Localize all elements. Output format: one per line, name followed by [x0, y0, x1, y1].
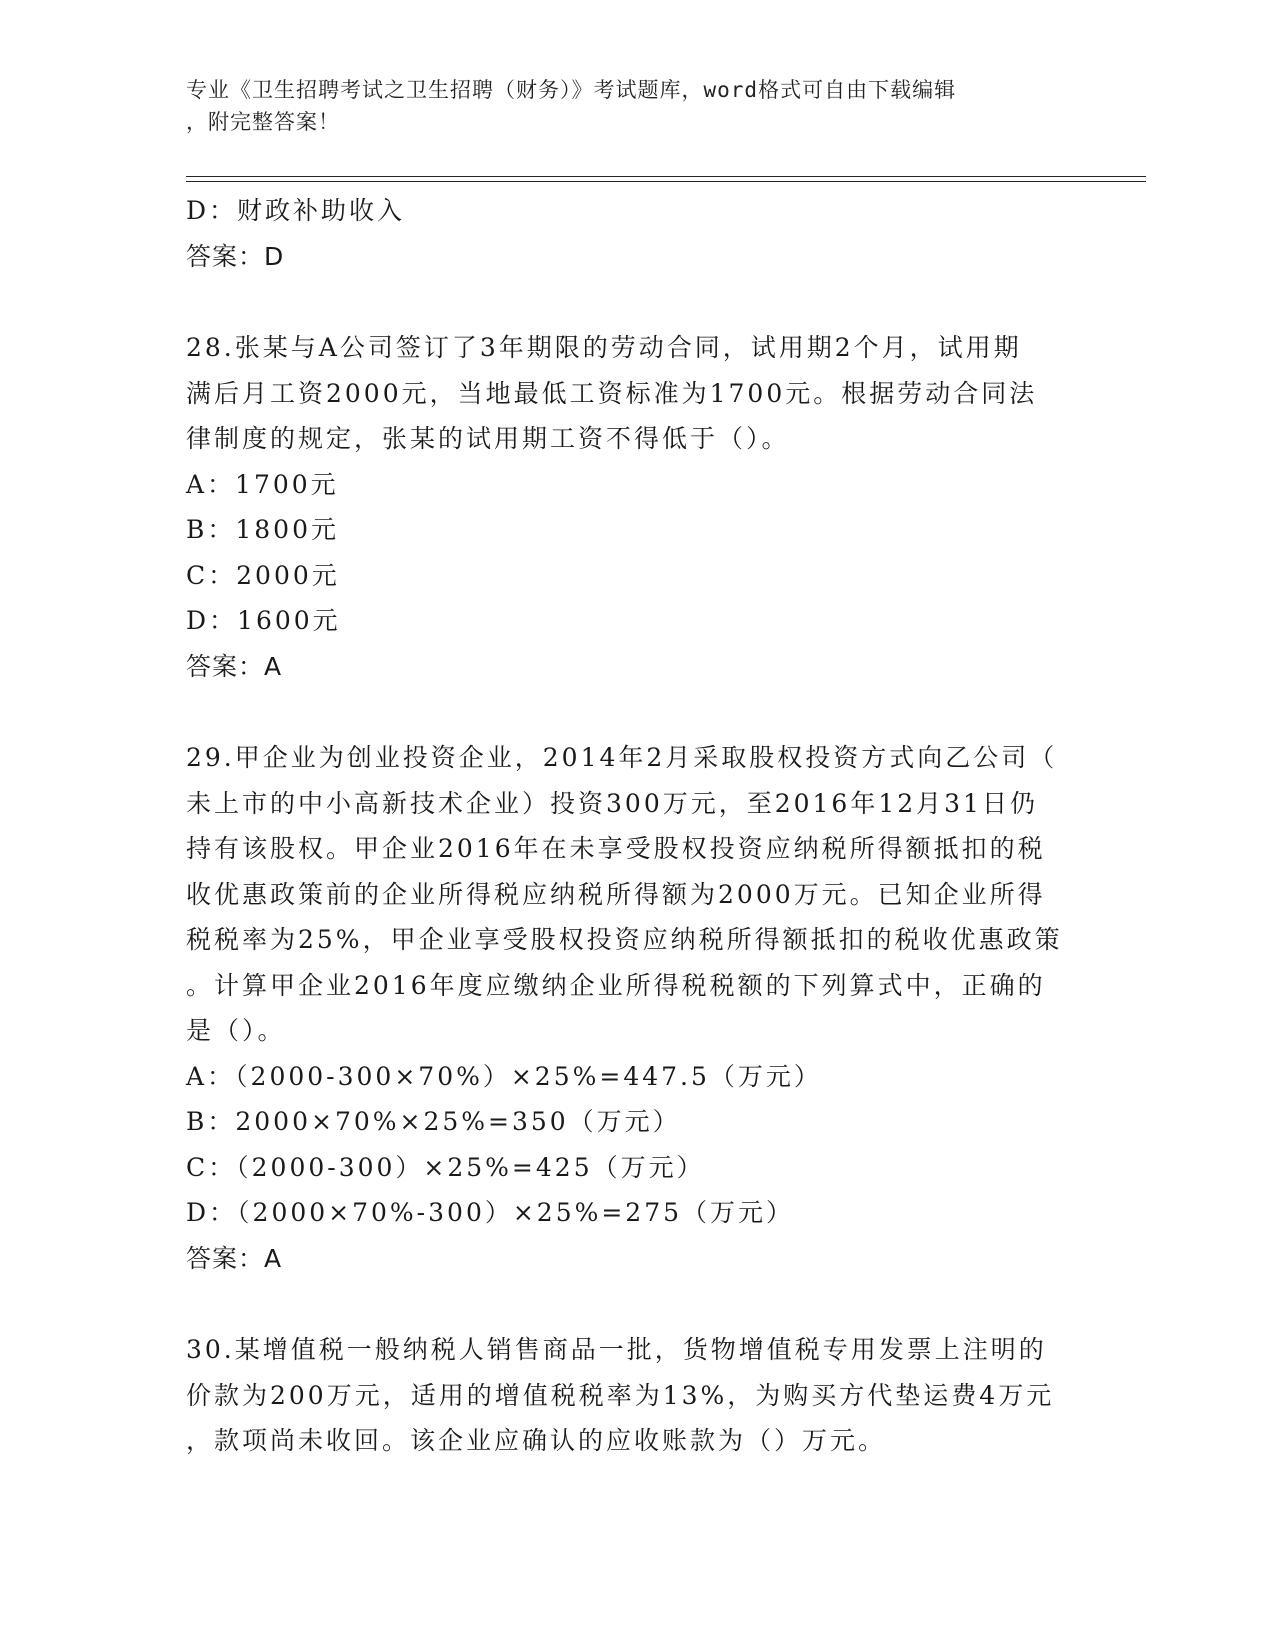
question-stem-line: 律制度的规定，张某的试用期工资不得低于（）。	[186, 424, 790, 453]
option-b: B：2000×70%×25%=350（万元）	[186, 1107, 681, 1136]
option-d: D：1600元	[186, 606, 341, 635]
answer-line: 答案：D	[186, 241, 285, 271]
question-28	[186, 325, 1086, 689]
option-d: D：（2000×70%-300）×25%=275（万元）	[186, 1198, 795, 1227]
question-stem-line: 30.某增值税一般纳税人销售商品一批，货物增值税专用发票上注明的	[186, 1335, 1047, 1364]
question-stem-line: 收优惠政策前的企业所得税应纳税所得额为2000万元。已知企业所得	[186, 879, 1046, 909]
option-c: C：2000元	[186, 560, 340, 590]
answer-line: 答案：A	[186, 651, 283, 681]
question-stem-line: 29.甲企业为创业投资企业，2014年2月采取股权投资方式向乙公司（	[186, 743, 1058, 772]
option-b: B：1800元	[186, 515, 339, 544]
spacer	[186, 1281, 1086, 1327]
option-a: A：1700元	[186, 469, 339, 499]
question-stem-line: 未上市的中小高新技术企业）投资300万元，至2016年12月31日仍	[186, 788, 1038, 818]
question-stem-line: 是（）。	[186, 1016, 286, 1045]
question-content	[186, 188, 1086, 1464]
question-29	[186, 735, 1086, 1281]
question-stem-line: 持有该股权。甲企业2016年在未享受股权投资应纳税所得额抵扣的税	[186, 834, 1046, 863]
option-a: A：（2000-300×70%）×25%=447.5（万元）	[186, 1061, 822, 1091]
header-title-line-2: ，附完整答案！	[186, 110, 340, 134]
previous-question-tail	[186, 188, 1086, 279]
question-stem-line: 满后月工资2000元，当地最低工资标准为1700元。根据劳动合同法	[186, 378, 1038, 408]
answer-line: 答案：A	[186, 1243, 283, 1273]
question-stem-line: 价款为200万元，适用的增值税税率为13%，为购买方代垫运费4万元	[186, 1380, 1055, 1410]
page-header	[186, 74, 1066, 138]
spacer	[186, 689, 1086, 735]
question-stem-line: 税税率为25%，甲企业享受股权投资应纳税所得额抵扣的税收优惠政策	[186, 925, 1063, 954]
header-divider	[186, 176, 1146, 182]
option-d: D：财政补助收入	[186, 196, 406, 225]
header-title-line-1: 专业《卫生招聘考试之卫生招聘（财务）》考试题库，word格式可自由下载编辑	[186, 78, 957, 102]
question-stem-line: ，款项尚未收回。该企业应确认的应收账款为（）万元。	[186, 1426, 887, 1455]
question-stem-line: 。计算甲企业2016年度应缴纳企业所得税税额的下列算式中，正确的	[186, 970, 1046, 1000]
spacer	[186, 279, 1086, 325]
question-30	[186, 1327, 1086, 1464]
question-stem-line: 28.张某与A公司签订了3年期限的劳动合同，试用期2个月，试用期	[186, 333, 1022, 362]
option-c: C：（2000-300）×25%=425（万元）	[186, 1152, 705, 1182]
